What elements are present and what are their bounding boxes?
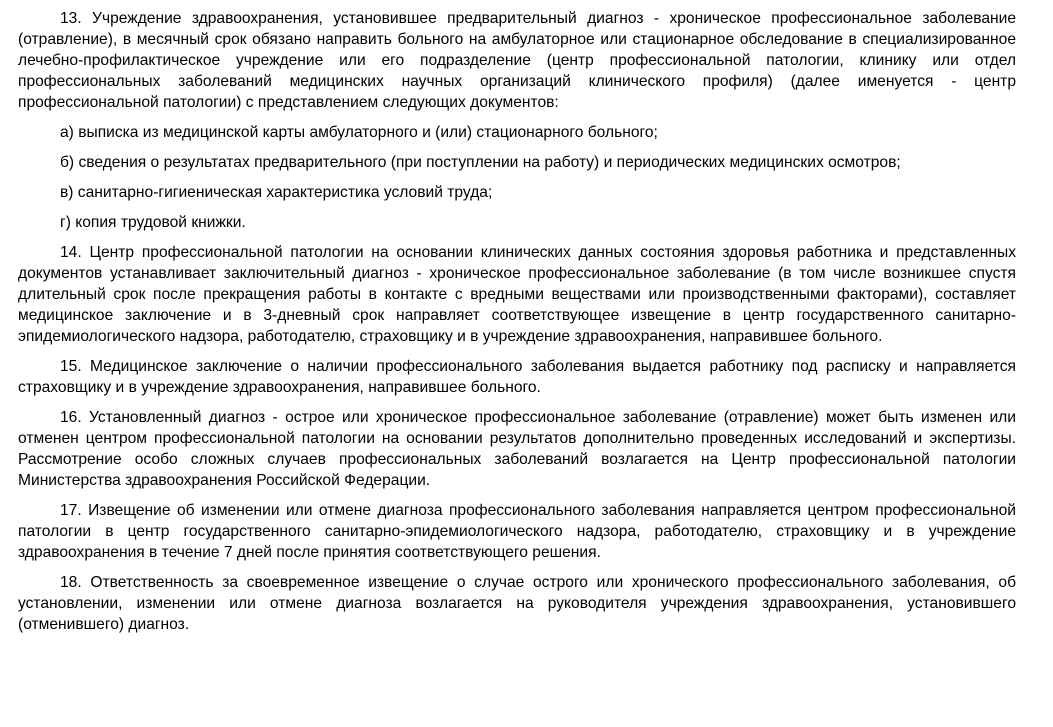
paragraph-18: 18. Ответственность за своевременное извещение о случае острого или хронического профессионального заболевания, об установлении, изменении или отмене диагноза возлагается на руководителя учреждения здравоохранения, установившего (отменившего) диагноз. — [18, 574, 1016, 633]
list-item-b: б) сведения о результатах предварительного (при поступлении на работу) и периодических медицинских осмотров; — [60, 154, 901, 171]
document-body — [18, 8, 1016, 644]
list-item-v: в) санитарно-гигиеническая характеристика условий труда; — [60, 184, 493, 201]
paragraph-15: 15. Медицинское заключение о наличии профессионального заболевания выдается работнику под расписку и направляется страховщику и в учреждение здравоохранения, направившее больного. — [18, 358, 1016, 396]
paragraph-13: 13. Учреждение здравоохранения, установившее предварительный диагноз - хроническое профессиональное заболевание (отравление), в месячный срок обязано направить больного на амбулаторное или стационарное обследование в специализированное лечебно-профилактическое учреждение или его подразделение (центр профессиональной патологии, клинику или отдел профессиональных заболеваний медицинских научных организаций клинического профиля) (далее именуется - центр профессиональной патологии) с представлением следующих документов: — [18, 10, 1016, 111]
paragraph-16: 16. Установленный диагноз - острое или хроническое профессиональное заболевание (отравление) может быть изменен или отменен центром профессиональной патологии на основании результатов дополнительно проведенных исследований и экспертизы. Рассмотрение особо сложных случаев профессиональных заболеваний возлагается на Центр профессиональной патологии Министерства здравоохранения Российской Федерации. — [18, 409, 1016, 489]
paragraph-17: 17. Извещение об изменении или отмене диагноза профессионального заболевания направляется центром профессиональной патологии в центр государственного санитарно-эпидемиологического надзора, работодателю, страховщику и в учреждение здравоохранения в течение 7 дней после принятия соответствующего решения. — [18, 502, 1016, 561]
paragraph-14: 14. Центр профессиональной патологии на основании клинических данных состояния здоровья работника и представленных документов устанавливает заключительный диагноз - хроническое профессиональное заболевание (в том числе возникшее спустя длительный срок после прекращения работы в контакте с вредными веществами или производственными факторами), составляет медицинское заключение и в 3-дневный срок направляет соответствующее извещение в центр государственного санитарно-эпидемиологического надзора, работодателю, страховщику и в учреждение здравоохранения, направившее больного. — [18, 244, 1016, 345]
list-item-a: а) выписка из медицинской карты амбулаторного и (или) стационарного больного; — [60, 124, 658, 141]
list-item-g: г) копия трудовой книжки. — [60, 214, 246, 231]
